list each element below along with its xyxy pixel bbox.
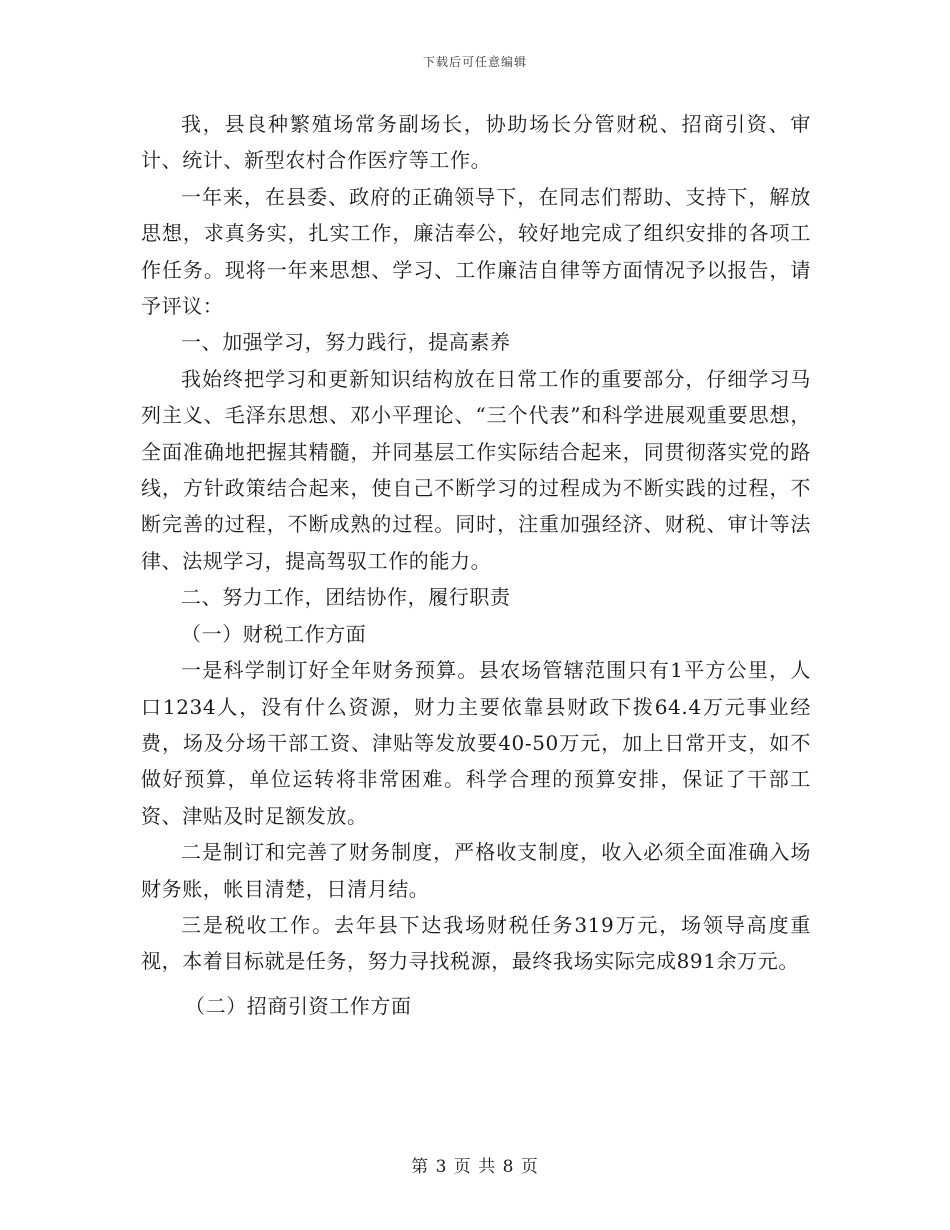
budget-paragraph: 一是科学制订好全年财务预算。县农场管辖范围只有1平方公里，人口1234人，没有什么资源，财力主要依靠县财政下拨64.4万元事业经费，场及分场干部工资、津贴等发放要40-50万元，加上日常开支，如不做好预算，单位运转将非常困难。科学合理的预算安排，保证了干部工资、津贴及时足额发放。	[141, 658, 811, 828]
finance-system-paragraph: 二是制订和完善了财务制度，严格收支制度，收入必须全面准确入场财务账，帐目清楚，日清月结。	[141, 840, 811, 901]
intro-paragraph: 我，县良种繁殖场常务副场长，协助场长分管财税、招商引资、审计、统计、新型农村合作医疗等工作。	[141, 112, 811, 173]
summary-paragraph: 一年来，在县委、政府的正确领导下，在同志们帮助、支持下，解放思想，求真务实，扎实工作，廉洁奉公，较好地完成了组织安排的各项工作任务。现将一年来思想、学习、工作廉洁自律等方面情况予以报告，请予评议：	[141, 184, 811, 319]
tax-paragraph: 三是税收工作。去年县下达我场财税任务319万元，场领导高度重视，本着目标就是任务，努力寻找税源，最终我场实际完成891余万元。	[141, 912, 811, 974]
document-body	[141, 106, 811, 1024]
subsection-heading-investment: （二）招商引资工作方面	[185, 993, 412, 1018]
page-footer: 第 3 页 共 8 页	[411, 1157, 539, 1177]
section-heading-1: 一、加强学习，努力践行，提高素养	[181, 330, 511, 355]
section-heading-2: 二、努力工作，团结协作，履行职责	[181, 585, 511, 610]
subsection-heading-finance: （一）财税工作方面	[181, 621, 367, 646]
page-header: 下载后可任意编辑	[422, 55, 527, 69]
study-paragraph: 我始终把学习和更新知识结构放在日常工作的重要部分，仔细学习马列主义、毛泽东思想、邓小平理论、“三个代表”和科学进展观重要思想，全面准确地把握其精髓，并同基层工作实际结合起来，同贯彻落实党的路线，方针政策结合起来，使自己不断学习的过程成为不断实践的过程，不断完善的过程，不断成熟的过程。同时，注重加强经济、财税、审计等法律、法规学习，提高驾驭工作的能力。	[141, 366, 811, 573]
